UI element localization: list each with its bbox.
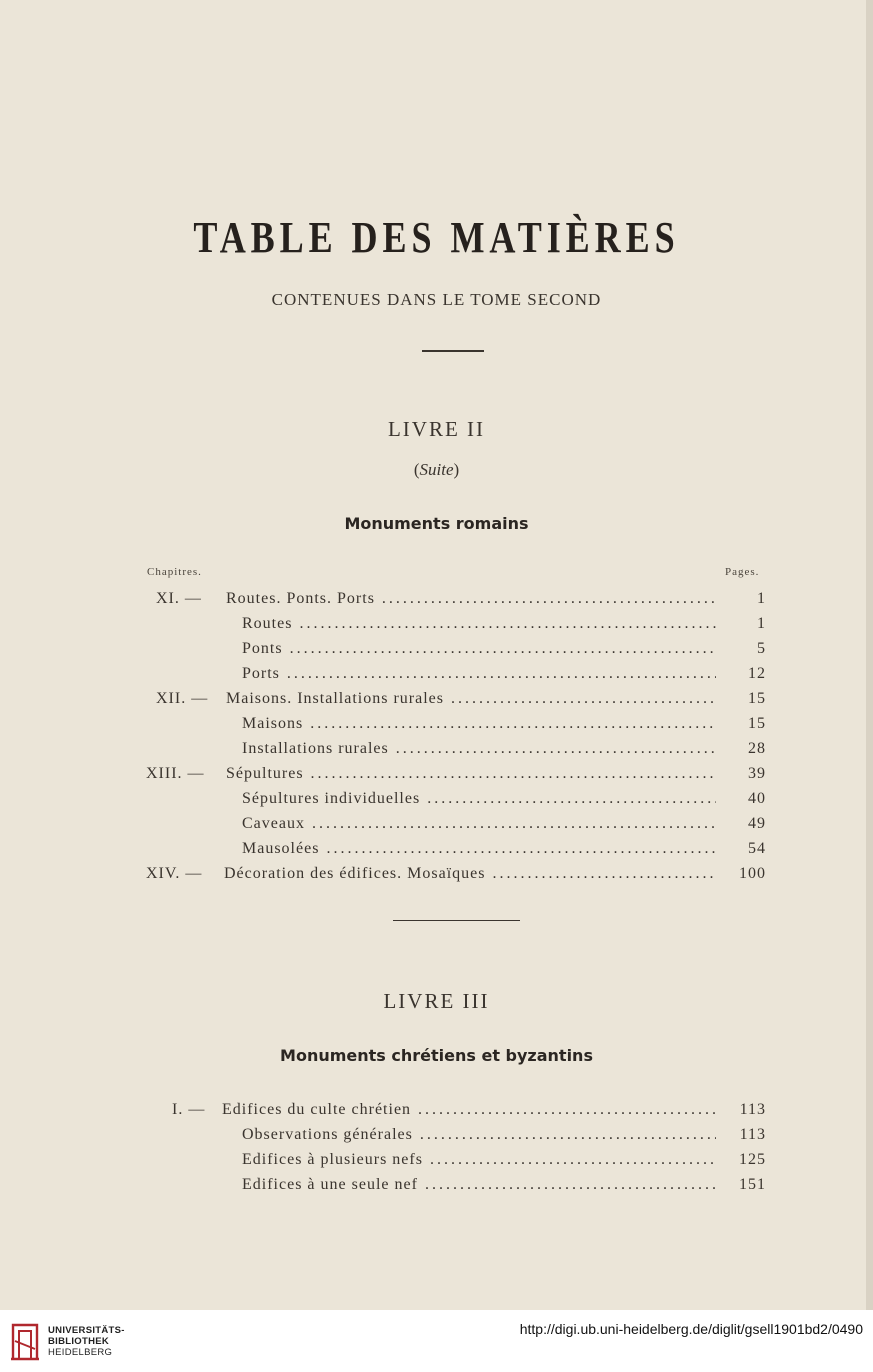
toc-entry[interactable] (156, 688, 766, 710)
page-number: 54 (716, 838, 766, 860)
library-logo-icon (9, 1319, 43, 1363)
book-2-section-title: Monuments romains (344, 514, 529, 533)
page-number: 1 (716, 613, 766, 635)
column-header-pages: Pages. (725, 566, 760, 578)
entry-label: Edifices à plusieurs nefs ..... (242, 1149, 716, 1171)
toc-entry[interactable] (156, 738, 766, 760)
toc-entry[interactable] (156, 1124, 766, 1146)
chapter-number: XII. — (156, 690, 209, 707)
page-number: 1 (716, 588, 766, 610)
page-number: 28 (716, 738, 766, 760)
page-edge (866, 0, 873, 1310)
page-number: 15 (716, 713, 766, 735)
logo-line-1: UNIVERSITÄTS- (48, 1325, 125, 1336)
chapter-number: I. — (172, 1101, 206, 1118)
logo-line-2: BIBLIOTHEK (48, 1336, 110, 1347)
suite-label: Suite (419, 460, 454, 479)
source-url-link[interactable]: http://digi.ub.uni-heidelberg.de/diglit/gsell1901bd2/0490 (519, 1321, 863, 1337)
entry-label: Edifices à une seule nef ..... (242, 1174, 716, 1196)
toc-entry[interactable] (156, 1174, 766, 1196)
logo-line-3: HEIDELBERG (48, 1347, 113, 1358)
toc-entry[interactable] (156, 713, 766, 735)
book-2-heading: LIVRE II (387, 417, 486, 441)
toc-entry[interactable] (146, 863, 766, 885)
toc-entry[interactable] (156, 838, 766, 860)
entry-label: Installations rurales ..... (242, 738, 716, 760)
page-number: 49 (716, 813, 766, 835)
page-title: TABLE DES MATIÈRES (193, 213, 680, 262)
entry-label: Caveaux ..... (242, 813, 716, 835)
entry-label: Décoration des édifices. Mosaïques ..... (224, 863, 716, 885)
toc-entry[interactable] (156, 638, 766, 660)
entry-label: Sépultures ..... (226, 763, 716, 785)
page-number: 40 (716, 788, 766, 810)
page-number: 5 (716, 638, 766, 660)
entry-label: Observations générales ..... (242, 1124, 716, 1146)
toc-entry[interactable] (156, 663, 766, 685)
toc-entry[interactable] (172, 1099, 766, 1121)
book-3-heading: LIVRE III (383, 989, 490, 1013)
page-number: 12 (716, 663, 766, 685)
entry-label: Maisons. Installations rurales ..... (226, 688, 716, 710)
entry-label: Routes ..... (242, 613, 716, 635)
page-number: 113 (716, 1099, 766, 1121)
section-divider (393, 920, 520, 921)
entry-label: Maisons ..... (242, 713, 716, 735)
entry-label: Routes. Ponts. Ports ..... (226, 588, 716, 610)
chapter-number: XIV. — (146, 865, 203, 882)
page-number: 151 (716, 1174, 766, 1196)
toc-entry[interactable] (156, 1149, 766, 1171)
chapter-number: XIII. — (146, 765, 205, 782)
page-number: 113 (716, 1124, 766, 1146)
toc-entry[interactable] (156, 788, 766, 810)
page-subtitle: CONTENUES DANS LE TOME SECOND (271, 290, 602, 309)
divider-rule (422, 350, 484, 352)
entry-label: Ports ..... (242, 663, 716, 685)
page-number: 15 (716, 688, 766, 710)
toc-entry[interactable] (156, 588, 766, 610)
viewer-footer (0, 1310, 873, 1372)
entry-label: Mausolées ..... (242, 838, 716, 860)
book-3-section-title: Monuments chrétiens et byzantins (280, 1046, 593, 1065)
library-logo-text (48, 1325, 125, 1358)
book-2-suite: (Suite) (413, 460, 460, 479)
toc-entry[interactable] (146, 763, 766, 785)
entry-label: Edifices du culte chrétien ..... (222, 1099, 716, 1121)
entry-label: Ponts ..... (242, 638, 716, 660)
page-number: 100 (716, 863, 766, 885)
toc-entry[interactable] (156, 813, 766, 835)
toc-entry[interactable] (156, 613, 766, 635)
page-number: 39 (716, 763, 766, 785)
chapter-number: XI. — (156, 590, 202, 607)
page-number: 125 (716, 1149, 766, 1171)
entry-label: Sépultures individuelles ..... (242, 788, 716, 810)
column-header-chapters: Chapitres. (147, 566, 202, 578)
